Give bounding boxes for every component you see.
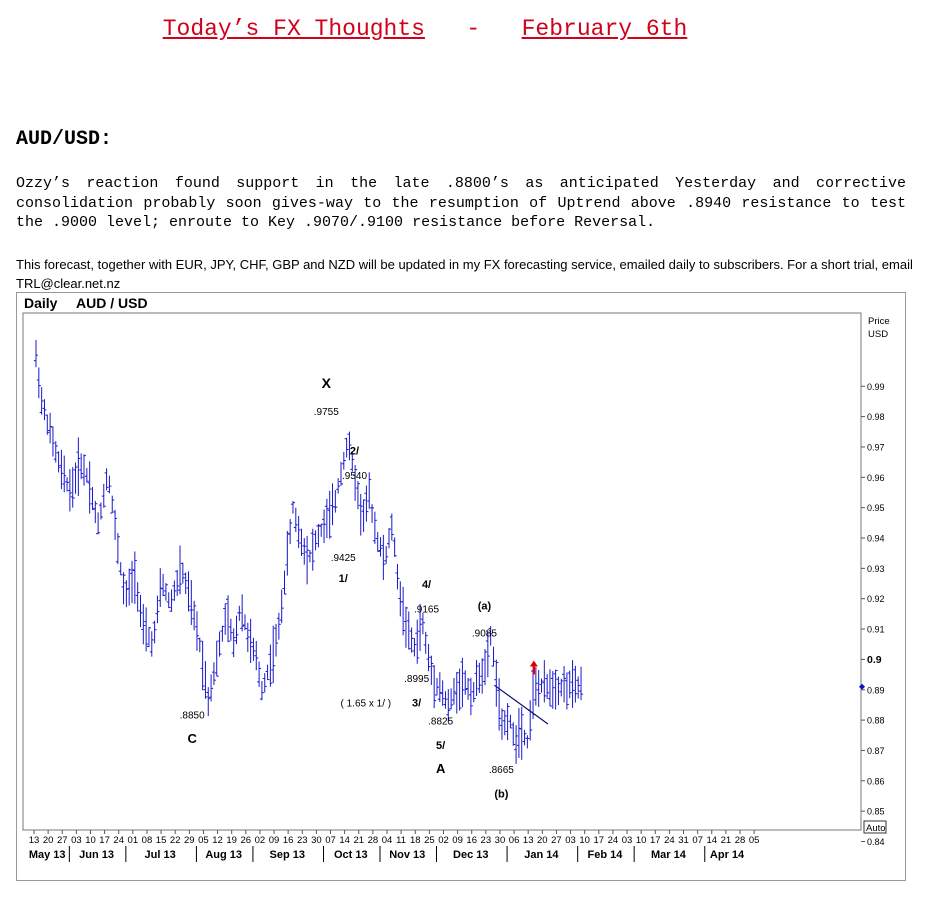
x-day-label: 03 [71, 835, 82, 846]
y-tick-label: 0.99 [867, 381, 885, 392]
x-day-label: 06 [508, 835, 520, 846]
x-day-label: 22 [169, 835, 181, 846]
x-day-label: 16 [466, 835, 478, 846]
x-month-label: Jun 13 [79, 849, 115, 861]
x-day-label: 09 [452, 835, 463, 846]
section-heading: AUD/USD: [16, 128, 113, 151]
annotation-p9540: .9540 [342, 470, 368, 482]
x-day-label: 03 [621, 835, 633, 846]
x-day-label: 29 [184, 835, 195, 846]
auto-label: Auto [866, 823, 886, 834]
x-day-label: 13 [28, 835, 40, 846]
x-month-label: May 13 [28, 849, 66, 861]
y-tick-label: 0.9 [867, 653, 882, 666]
chart-frame [16, 292, 906, 881]
x-day-label: 16 [282, 835, 294, 846]
annotation-p8850: .8850 [179, 710, 205, 722]
x-month-label: Jul 13 [144, 849, 176, 861]
x-month-label: Apr 14 [709, 849, 745, 861]
x-day-label: 12 [212, 835, 223, 846]
chart-period-label: Daily [24, 295, 58, 311]
x-day-label: 15 [155, 835, 167, 846]
annotation-ratio: ( 1.65 x 1/ ) [340, 698, 392, 710]
x-day-label: 30 [494, 835, 506, 846]
page-title [0, 16, 850, 42]
x-day-label: 10 [579, 835, 590, 846]
x-month-label: Aug 13 [205, 849, 243, 861]
y-axis-unit: USD [868, 329, 889, 340]
x-day-label: 07 [692, 835, 703, 846]
x-day-label: 24 [664, 835, 675, 846]
y-tick-label: 0.89 [867, 685, 885, 696]
y-tick-label: 0.85 [867, 806, 885, 817]
annotation-C: C [187, 730, 197, 746]
chart-symbol-label: AUD / USD [76, 295, 148, 311]
annotation-w4: 4/ [421, 579, 432, 592]
y-tick-label: 0.98 [867, 412, 885, 423]
annotation-pa: (a) [477, 600, 492, 613]
x-day-label: 05 [748, 835, 760, 846]
annotation-p9165: .9165 [414, 604, 440, 616]
x-day-label: 03 [565, 835, 576, 846]
x-day-label: 20 [42, 835, 54, 846]
title-left: Today’s FX Thoughts [162, 16, 425, 42]
annotation-w1: 1/ [338, 573, 348, 586]
annotation-w2: 2/ [349, 445, 360, 458]
annotation-p9085: .9085 [471, 628, 497, 640]
price-chart [17, 293, 905, 880]
x-day-label: 24 [113, 835, 125, 846]
x-day-label: 27 [56, 835, 68, 846]
x-day-label: 02 [254, 835, 266, 846]
x-day-label: 21 [353, 835, 365, 846]
x-day-label: 05 [198, 835, 209, 846]
annotation-X: X [321, 374, 331, 391]
x-day-label: 04 [381, 835, 393, 846]
y-tick-label: 0.95 [867, 503, 885, 514]
y-axis-title: Price [868, 316, 890, 327]
x-day-label: 07 [325, 835, 336, 846]
x-month-label: Feb 14 [587, 849, 623, 861]
x-day-label: 10 [635, 835, 647, 846]
x-day-label: 09 [268, 835, 280, 846]
x-month-label: Mar 14 [651, 849, 686, 861]
x-day-label: 14 [339, 835, 350, 846]
x-day-label: 30 [311, 835, 322, 846]
y-tick-label: 0.92 [867, 594, 885, 605]
y-tick-label: 0.87 [867, 745, 885, 756]
title-right: February 6th [521, 16, 688, 42]
chart-header [17, 293, 905, 313]
y-tick-label: 0.84 [867, 837, 885, 847]
x-day-label: 27 [551, 835, 562, 846]
x-day-label: 11 [396, 835, 407, 846]
x-month-label: Sep 13 [269, 849, 305, 861]
x-day-label: 17 [99, 835, 110, 846]
y-tick-label: 0.86 [867, 776, 885, 787]
x-day-label: 21 [720, 835, 732, 846]
up-arrow-head-icon [530, 661, 538, 667]
annotation-pb: (b) [494, 788, 509, 801]
y-tick-label: 0.93 [867, 563, 885, 574]
x-month-label: Dec 13 [453, 849, 489, 861]
x-day-label: 23 [480, 835, 492, 846]
x-day-label: 28 [734, 835, 746, 846]
y-tick-label: 0.94 [867, 533, 885, 544]
x-month-label: Oct 13 [333, 849, 368, 861]
annotation-w3: 3/ [412, 697, 422, 710]
subscription-note: This forecast, together with EUR, JPY, CHF, GBP and NZD will be updated in my FX forecasting service, emailed daily to subscribers. For a short trial, email TRL@clear.net.nz [16, 257, 913, 291]
x-day-label: 25 [424, 835, 435, 846]
annotation-w5: 5/ [436, 739, 446, 752]
title-separator: - [466, 16, 481, 42]
annotation-p8665: .8665 [488, 765, 514, 777]
y-tick-label: 0.96 [867, 472, 885, 483]
last-price-marker [859, 684, 865, 690]
x-day-label: 23 [296, 835, 308, 846]
y-tick-label: 0.97 [867, 442, 885, 453]
plot-border [23, 313, 861, 830]
x-month-label: Nov 13 [389, 849, 426, 861]
x-day-label: 24 [607, 835, 619, 846]
forecast-paragraph: Ozzy’s reaction found support in the late .8800’s as anticipated Yesterday and corrective consolidation probably soon gives-way to the resumption of Uptrend above .8940 resistance to test the .9000 level; enroute to Key .9070/.9100 resistance before Reversal. [16, 175, 906, 231]
annotation-A: A [435, 761, 446, 777]
x-day-label: 01 [127, 835, 139, 846]
annotation-p9755: .9755 [313, 407, 339, 419]
y-tick-label: 0.88 [867, 715, 885, 726]
annotation-p9425: .9425 [330, 552, 356, 564]
x-day-label: 08 [141, 835, 153, 846]
x-day-label: 02 [438, 835, 449, 846]
x-day-label: 26 [240, 835, 252, 846]
x-day-label: 13 [522, 835, 534, 846]
x-day-label: 19 [226, 835, 237, 846]
y-tick-label: 0.91 [867, 624, 885, 635]
x-day-label: 14 [706, 835, 718, 846]
x-day-label: 10 [85, 835, 96, 846]
x-day-label: 20 [537, 835, 548, 846]
x-day-label: 18 [409, 835, 421, 846]
x-day-label: 31 [678, 835, 689, 846]
annotation-p8825: .8825 [428, 716, 454, 728]
x-day-label: 28 [367, 835, 379, 846]
x-day-label: 17 [593, 835, 605, 846]
annotation-p8995: .8995 [404, 674, 430, 686]
x-month-label: Jan 14 [524, 849, 559, 861]
x-day-label: 17 [649, 835, 661, 846]
